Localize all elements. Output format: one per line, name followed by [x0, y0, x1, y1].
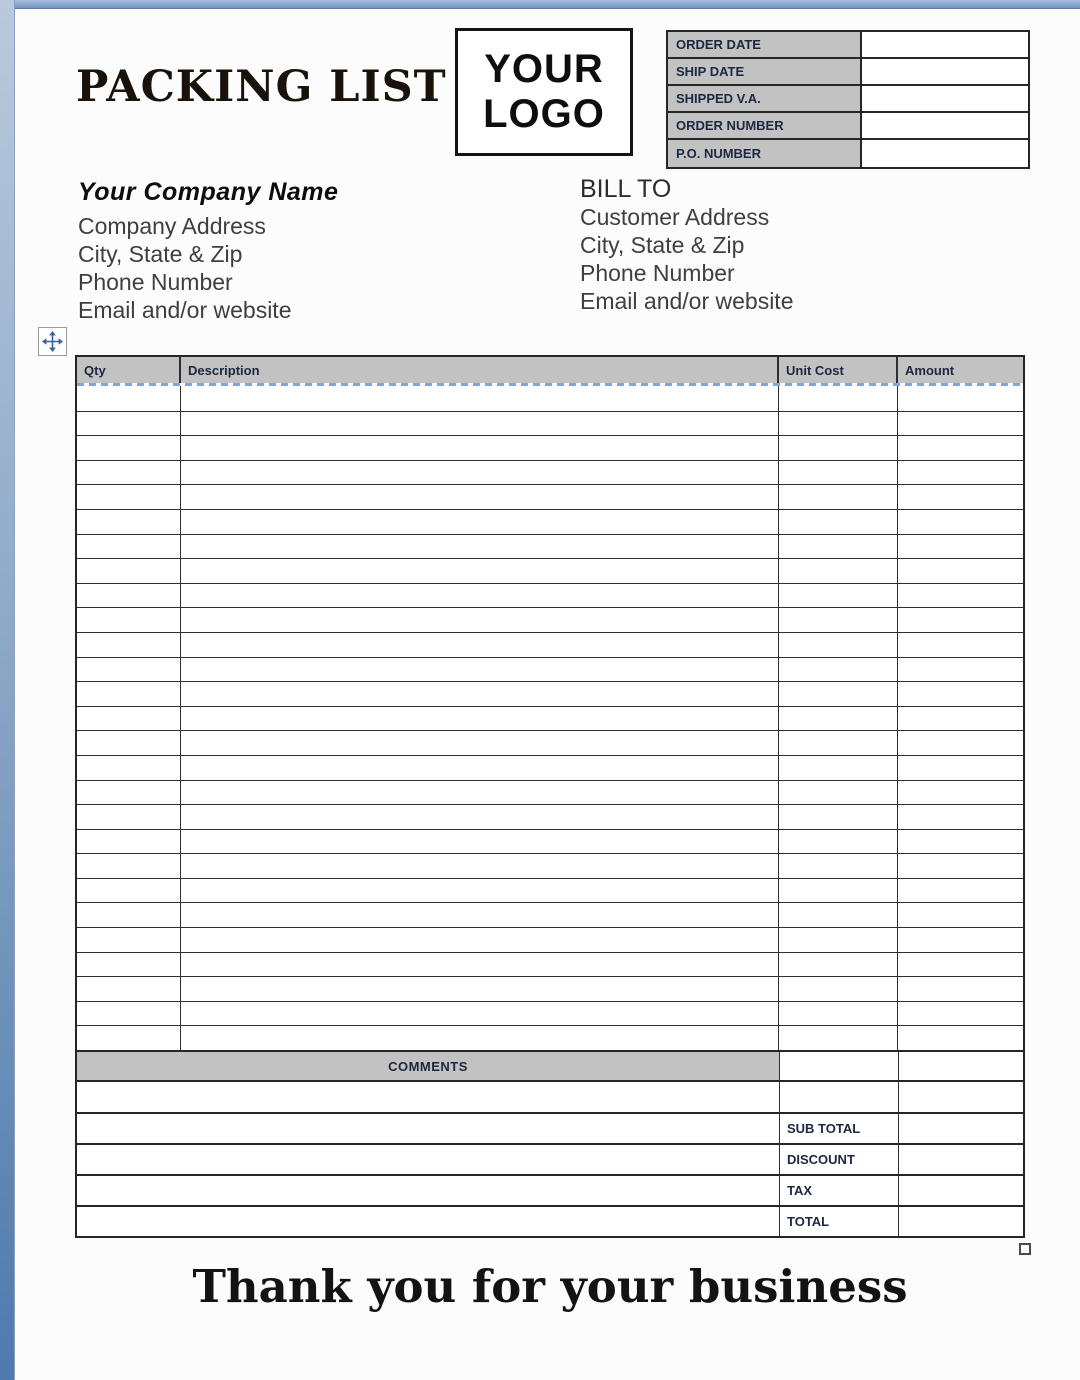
item-row — [77, 804, 1023, 829]
item-qty-cell[interactable] — [77, 584, 181, 608]
item-unit-cost-cell[interactable] — [779, 903, 898, 927]
item-row — [77, 509, 1023, 534]
logo-placeholder — [455, 28, 633, 156]
item-unit-cost-cell[interactable] — [779, 412, 898, 436]
company-info-line: Phone Number — [78, 269, 233, 295]
company-info-line: City, State & Zip — [78, 241, 243, 267]
item-row — [77, 534, 1023, 559]
item-amount-cell[interactable] — [898, 781, 1023, 805]
column-header-qty: Qty — [77, 357, 181, 383]
item-qty-cell[interactable] — [77, 658, 181, 682]
order-info-label: ORDER DATE — [668, 32, 862, 57]
item-description-cell[interactable] — [181, 1026, 779, 1050]
items-table — [75, 355, 1025, 1238]
item-description-cell[interactable] — [181, 879, 779, 903]
item-row — [77, 952, 1023, 977]
item-row — [77, 829, 1023, 854]
item-row — [77, 878, 1023, 903]
totals-label: SUB TOTAL — [780, 1114, 899, 1143]
order-info-label: P.O. NUMBER — [668, 140, 862, 167]
company-info-block — [78, 178, 338, 324]
item-description-cell[interactable] — [181, 682, 779, 706]
item-amount-cell[interactable] — [898, 1026, 1023, 1050]
item-amount-cell[interactable] — [898, 903, 1023, 927]
item-amount-cell[interactable] — [898, 633, 1023, 657]
item-qty-cell[interactable] — [77, 386, 181, 411]
order-info-value-cell[interactable] — [862, 59, 1028, 84]
item-qty-cell[interactable] — [77, 781, 181, 805]
comments-unit-cost-cell[interactable] — [780, 1052, 899, 1080]
item-description-cell[interactable] — [181, 854, 779, 878]
item-qty-cell[interactable] — [77, 707, 181, 731]
item-row — [77, 706, 1023, 731]
item-row — [77, 853, 1023, 878]
logo-text-line1: YOUR — [484, 47, 604, 92]
order-info-label: SHIPPED V.A. — [668, 86, 862, 111]
item-qty-cell[interactable] — [77, 805, 181, 829]
item-description-cell[interactable] — [181, 510, 779, 534]
totals-label: DISCOUNT — [780, 1145, 899, 1174]
item-unit-cost-cell[interactable] — [779, 953, 898, 977]
frame-left-bar — [0, 0, 15, 1380]
item-amount-cell[interactable] — [898, 658, 1023, 682]
item-amount-cell[interactable] — [898, 953, 1023, 977]
item-qty-cell[interactable] — [77, 903, 181, 927]
item-description-cell[interactable] — [181, 805, 779, 829]
company-name: Your Company Name — [78, 178, 339, 206]
item-qty-cell[interactable] — [77, 830, 181, 854]
item-qty-cell[interactable] — [77, 461, 181, 485]
item-unit-cost-cell[interactable] — [779, 1002, 898, 1026]
item-description-cell[interactable] — [181, 412, 779, 436]
company-info-line: Company Address — [78, 213, 266, 239]
item-row — [77, 460, 1023, 485]
item-qty-cell[interactable] — [77, 731, 181, 755]
item-description-cell[interactable] — [181, 953, 779, 977]
item-qty-cell[interactable] — [77, 977, 181, 1001]
item-amount-cell[interactable] — [898, 731, 1023, 755]
item-qty-cell[interactable] — [77, 535, 181, 559]
item-row — [77, 435, 1023, 460]
spacer-unit-cost-cell[interactable] — [780, 1082, 899, 1112]
item-description-cell[interactable] — [181, 485, 779, 509]
item-qty-cell[interactable] — [77, 682, 181, 706]
item-row — [77, 558, 1023, 583]
item-unit-cost-cell[interactable] — [779, 584, 898, 608]
order-info-label: ORDER NUMBER — [668, 113, 862, 138]
comments-entry-cell[interactable] — [77, 1082, 780, 1112]
bill-to-info-line: Customer Address — [580, 204, 770, 230]
item-row — [77, 1025, 1023, 1050]
item-description-cell[interactable] — [181, 903, 779, 927]
item-description-cell[interactable] — [181, 436, 779, 460]
item-row — [77, 632, 1023, 657]
item-unit-cost-cell[interactable] — [779, 756, 898, 780]
item-unit-cost-cell[interactable] — [779, 879, 898, 903]
bill-to-heading: BILL TO — [580, 175, 672, 203]
item-unit-cost-cell[interactable] — [779, 928, 898, 952]
totals-value-cell[interactable] — [899, 1145, 1023, 1174]
order-info-value-cell[interactable] — [862, 140, 1028, 167]
item-unit-cost-cell[interactable] — [779, 608, 898, 632]
item-amount-cell[interactable] — [898, 756, 1023, 780]
item-row — [77, 583, 1023, 608]
logo-text-line2: LOGO — [483, 92, 605, 136]
order-info-label: SHIP DATE — [668, 59, 862, 84]
item-description-cell[interactable] — [181, 559, 779, 583]
item-amount-cell[interactable] — [898, 928, 1023, 952]
item-unit-cost-cell[interactable] — [779, 731, 898, 755]
item-amount-cell[interactable] — [898, 977, 1023, 1001]
spacer-amount-cell[interactable] — [899, 1082, 1023, 1112]
item-unit-cost-cell[interactable] — [779, 781, 898, 805]
totals-row — [77, 1205, 1023, 1236]
item-row — [77, 484, 1023, 509]
comments-row — [77, 1050, 1023, 1080]
item-unit-cost-cell[interactable] — [779, 977, 898, 1001]
table-resize-handle[interactable] — [1019, 1243, 1031, 1255]
thank-you-message: Thank you for your business — [192, 1260, 908, 1313]
item-qty-cell[interactable] — [77, 953, 181, 977]
column-header-amount: Amount — [905, 362, 955, 378]
totals-label: TAX — [780, 1176, 899, 1205]
company-lines — [78, 212, 338, 324]
item-amount-cell[interactable] — [898, 854, 1023, 878]
item-description-cell[interactable] — [181, 928, 779, 952]
items-table-header-row — [77, 357, 1023, 383]
order-info-table — [666, 30, 1030, 169]
company-info-line: Email and/or website — [78, 297, 292, 323]
item-amount-cell[interactable] — [898, 436, 1023, 460]
page-title: PACKING LIST — [76, 62, 447, 112]
item-row — [77, 927, 1023, 952]
item-qty-cell[interactable] — [77, 879, 181, 903]
item-unit-cost-cell[interactable] — [779, 854, 898, 878]
totals-row — [77, 1143, 1023, 1174]
column-header-description: Description — [181, 357, 779, 383]
order-info-value-cell[interactable] — [862, 113, 1028, 138]
item-qty-cell[interactable] — [77, 1002, 181, 1026]
item-amount-cell[interactable] — [898, 535, 1023, 559]
item-amount-cell[interactable] — [898, 584, 1023, 608]
item-amount-cell[interactable] — [898, 805, 1023, 829]
item-unit-cost-cell[interactable] — [779, 805, 898, 829]
item-row — [77, 730, 1023, 755]
item-description-cell[interactable] — [181, 1002, 779, 1026]
bill-to-info-line: Email and/or website — [580, 288, 794, 314]
item-amount-cell[interactable] — [898, 1002, 1023, 1026]
item-qty-cell[interactable] — [77, 559, 181, 583]
item-qty-cell[interactable] — [77, 854, 181, 878]
item-amount-cell[interactable] — [898, 485, 1023, 509]
item-row — [77, 1001, 1023, 1026]
order-info-row — [668, 113, 1028, 140]
item-row — [77, 902, 1023, 927]
order-info-value-cell[interactable] — [862, 86, 1028, 111]
totals-row — [77, 1112, 1023, 1143]
item-description-cell[interactable] — [181, 756, 779, 780]
item-qty-cell[interactable] — [77, 928, 181, 952]
item-row — [77, 386, 1023, 411]
item-amount-cell[interactable] — [898, 707, 1023, 731]
item-description-cell[interactable] — [181, 977, 779, 1001]
totals-left-cell — [77, 1114, 780, 1143]
item-qty-cell[interactable] — [77, 608, 181, 632]
item-amount-cell[interactable] — [898, 559, 1023, 583]
item-qty-cell[interactable] — [77, 485, 181, 509]
item-unit-cost-cell[interactable] — [779, 535, 898, 559]
item-amount-cell[interactable] — [898, 412, 1023, 436]
bill-to-info-line: City, State & Zip — [580, 232, 745, 258]
item-row — [77, 657, 1023, 682]
comments-entry-row — [77, 1080, 1023, 1112]
totals-left-cell — [77, 1145, 780, 1174]
item-amount-cell[interactable] — [898, 830, 1023, 854]
bill-to-info-line: Phone Number — [580, 260, 735, 286]
item-qty-cell[interactable] — [77, 1026, 181, 1050]
comments-header-cell: COMMENTS — [77, 1052, 780, 1080]
totals-left-cell — [77, 1176, 780, 1205]
item-description-cell[interactable] — [181, 830, 779, 854]
item-amount-cell[interactable] — [898, 608, 1023, 632]
item-unit-cost-cell[interactable] — [779, 682, 898, 706]
item-row — [77, 780, 1023, 805]
frame-top-bar — [0, 0, 1080, 9]
bill-to-block — [580, 176, 794, 315]
totals-row — [77, 1174, 1023, 1205]
item-description-cell[interactable] — [181, 707, 779, 731]
item-description-cell[interactable] — [181, 608, 779, 632]
item-qty-cell[interactable] — [77, 412, 181, 436]
item-qty-cell[interactable] — [77, 756, 181, 780]
comments-amount-cell[interactable] — [899, 1052, 1023, 1080]
item-row — [77, 755, 1023, 780]
item-unit-cost-cell[interactable] — [779, 707, 898, 731]
order-info-row — [668, 59, 1028, 86]
items-table-body — [77, 386, 1023, 1050]
item-unit-cost-cell[interactable] — [779, 658, 898, 682]
item-qty-cell[interactable] — [77, 633, 181, 657]
item-row — [77, 976, 1023, 1001]
item-description-cell[interactable] — [181, 386, 779, 411]
item-amount-cell[interactable] — [898, 386, 1023, 411]
column-header-unit-cost: Unit Cost — [779, 357, 898, 383]
item-unit-cost-cell[interactable] — [779, 559, 898, 583]
item-amount-cell[interactable] — [898, 879, 1023, 903]
order-info-row — [668, 32, 1028, 59]
bill-to-lines — [580, 203, 794, 315]
item-unit-cost-cell[interactable] — [779, 830, 898, 854]
item-unit-cost-cell[interactable] — [779, 510, 898, 534]
item-description-cell[interactable] — [181, 584, 779, 608]
order-info-row — [668, 86, 1028, 113]
item-row — [77, 607, 1023, 632]
item-amount-cell[interactable] — [898, 682, 1023, 706]
item-description-cell[interactable] — [181, 461, 779, 485]
item-description-cell[interactable] — [181, 781, 779, 805]
item-description-cell[interactable] — [181, 633, 779, 657]
table-move-handle[interactable] — [38, 327, 67, 356]
item-description-cell[interactable] — [181, 731, 779, 755]
item-unit-cost-cell[interactable] — [779, 1026, 898, 1050]
totals-section — [77, 1112, 1023, 1236]
item-unit-cost-cell[interactable] — [779, 386, 898, 411]
item-row — [77, 411, 1023, 436]
item-unit-cost-cell[interactable] — [779, 461, 898, 485]
item-amount-cell[interactable] — [898, 461, 1023, 485]
item-unit-cost-cell[interactable] — [779, 436, 898, 460]
order-info-value-cell[interactable] — [862, 32, 1028, 57]
item-description-cell[interactable] — [181, 658, 779, 682]
item-unit-cost-cell[interactable] — [779, 485, 898, 509]
item-qty-cell[interactable] — [77, 436, 181, 460]
totals-left-cell — [77, 1207, 780, 1236]
totals-value-cell[interactable] — [899, 1176, 1023, 1205]
item-amount-cell[interactable] — [898, 510, 1023, 534]
totals-value-cell[interactable] — [899, 1207, 1023, 1236]
item-unit-cost-cell[interactable] — [779, 633, 898, 657]
move-icon — [42, 331, 63, 352]
totals-label: TOTAL — [780, 1207, 899, 1236]
totals-value-cell[interactable] — [899, 1114, 1023, 1143]
order-info-row — [668, 140, 1028, 167]
item-description-cell[interactable] — [181, 535, 779, 559]
item-qty-cell[interactable] — [77, 510, 181, 534]
item-row — [77, 681, 1023, 706]
